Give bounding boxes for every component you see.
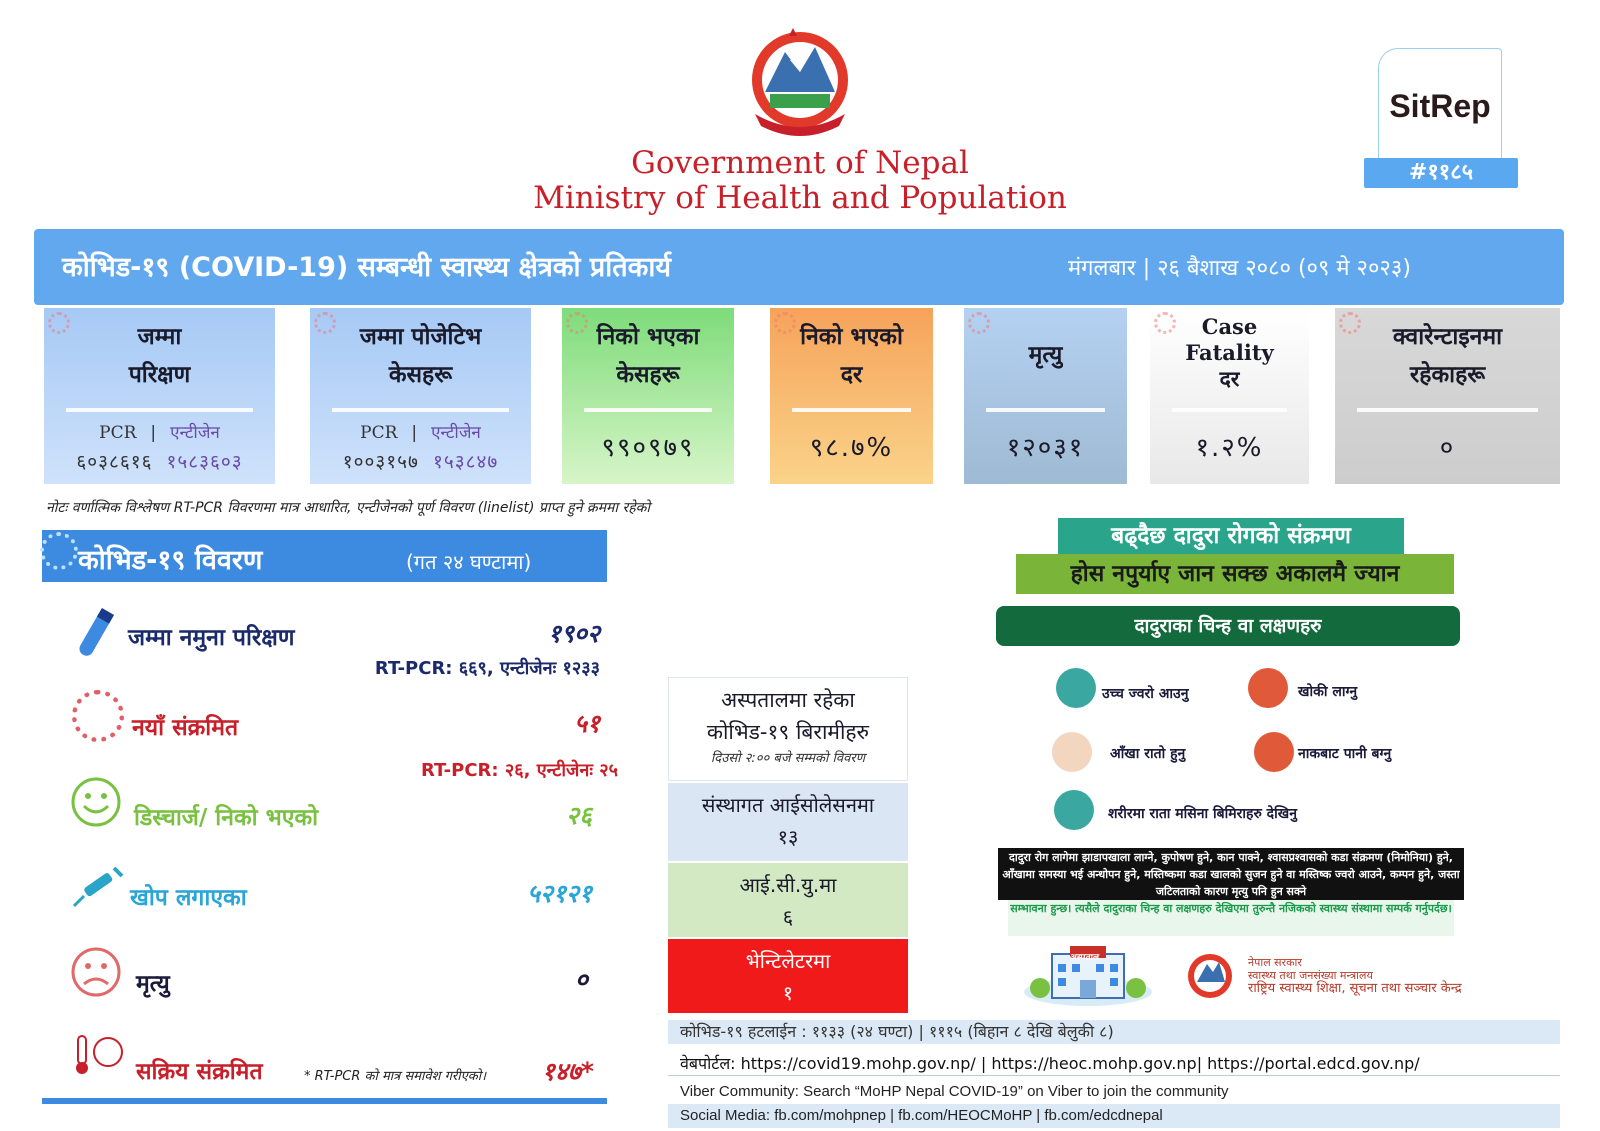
card-divider <box>1172 408 1287 412</box>
vaccinated-label: खोप लगाएका <box>130 885 247 911</box>
card-value: ९८.७% <box>809 433 894 463</box>
red-eye-icon <box>1052 732 1092 772</box>
card-recovered <box>562 308 734 484</box>
symptom-rash: शरीरमा राता मसिना बिमिराहरु देखिनु <box>1108 806 1297 822</box>
isolation-label: संस्थागत आईसोलेसनमा <box>701 793 875 817</box>
ventilator-label: भेन्टिलेटरमा <box>745 949 831 973</box>
card-value: १.२% <box>1195 433 1264 463</box>
card-title: Fatality <box>1185 340 1274 365</box>
measles-warning: होस नपुर्याए जान सक्छ अकालमै ज्यान <box>1016 554 1454 594</box>
ventilator-value: १ <box>782 981 794 1005</box>
card-divider <box>66 408 253 412</box>
card-title: जम्मा पोजेटिभ <box>359 324 482 350</box>
card-value: ० <box>1439 433 1456 463</box>
note-text: नोटः वर्णात्मिक विश्लेषण RT-PCR विवरणमा मात्र आधारित, एन्टीजेनको पूर्ण विवरण (linelist) प्राप्त हुने क्रममा रहेको <box>46 500 651 516</box>
hospital-subtitle: दिउसो २:०० बजे सम्मको विवरण <box>710 751 866 766</box>
virus-icon <box>566 312 588 334</box>
card-title: Case <box>1201 314 1258 339</box>
card-title: निको भएका <box>596 324 700 350</box>
detail-bottom-rule <box>42 1098 607 1104</box>
sitrep-number: #११८५ <box>1364 158 1518 188</box>
card-total-positive: जम्मा पोजेटिभ केसहरू PCR | एन्टीजेन १००३१५७ १५३८४७ <box>310 308 531 484</box>
discharge-value: २६ <box>565 801 592 830</box>
virus-icon <box>968 312 990 334</box>
test-tube-icon <box>70 604 122 664</box>
card-title: दर <box>840 362 863 388</box>
card-divider <box>584 408 712 412</box>
symptom-red-eyes: आँखा रातो हुनु <box>1110 746 1186 762</box>
smile-icon <box>70 776 122 828</box>
antigen-value: १५३८४७ <box>432 451 499 473</box>
measles-complications-text: दादुरा रोग लागेमा झाडापखाला लाग्ने, कुपोषण हुने, कान पाक्ने, श्वासप्रश्वासको कडा संक्रमण (निमोनिया) हुने, आँखामा समस्या भई अन्धोपन हुने, मस्तिष्कमा कडा खालको सुजन हुने वा मस्तिष्क ज्वरो आउने, कम्पन हुने, जस्ता जटिलताको कारण मृत्यु पनि हुन सक्ने <box>998 848 1464 900</box>
new-infected-label: नयाँ संक्रमित <box>132 715 239 741</box>
measles-headline: बढ्दैछ दादुरा रोगको संक्रमण <box>1058 518 1404 554</box>
nepal-emblem-logo <box>735 22 865 140</box>
card-divider <box>1357 408 1538 412</box>
card-title: केसहरू <box>616 362 680 388</box>
virus-icon <box>72 690 124 742</box>
virus-icon <box>1339 312 1361 334</box>
card-value: १२०३१ <box>1006 433 1085 463</box>
card-divider <box>792 408 911 412</box>
icu-value: ६ <box>782 905 794 929</box>
card-quarantine <box>1335 308 1560 484</box>
card-title: परिक्षण <box>128 362 191 388</box>
card-divider <box>986 408 1105 412</box>
pcr-label: PCR <box>360 423 398 443</box>
card-total-tests: जम्मा परिक्षण PCR | एन्टीजेन ६०३८६१६ १५८३६०३ <box>44 308 275 484</box>
virus-icon <box>314 312 336 334</box>
card-title: जम्मा <box>137 324 182 350</box>
card-case-fatality <box>1150 308 1309 484</box>
discharge-label: डिस्चार्ज/ निको भएको <box>134 805 319 831</box>
tests-value: १९०२ <box>547 619 600 648</box>
antigen-value: १५८३६०३ <box>166 451 243 473</box>
icu-box <box>668 863 908 937</box>
isolation-box <box>668 783 908 861</box>
rash-icon <box>1054 790 1094 830</box>
card-recovery-rate <box>770 308 933 484</box>
active-value: १४७* <box>541 1057 594 1086</box>
card-title: निको भएको <box>800 324 903 350</box>
virus-icon <box>1154 312 1176 334</box>
new-infected-value: ५१ <box>573 709 600 738</box>
active-label: सक्रिय संक्रमित <box>136 1059 263 1085</box>
card-value: ९९०९७९ <box>601 433 695 463</box>
nepal-emblem-small-logo <box>1183 950 1237 1002</box>
virus-icon <box>48 312 70 334</box>
antigen-label: एन्टीजेन <box>431 423 481 443</box>
sad-face-icon <box>70 946 122 998</box>
banner-title: कोभिड-१९ (COVID-19) सम्बन्धी स्वास्थ्य क्षेत्रको प्रतिकार्य <box>62 252 671 283</box>
ministry-title: Ministry of Health and Population <box>533 180 1067 216</box>
card-deaths <box>964 308 1127 484</box>
runny-nose-icon <box>1254 732 1294 772</box>
edcd-label <box>1248 956 1462 995</box>
detail-title: कोभिड-१९ विवरण <box>78 545 263 576</box>
virus-icon <box>40 532 78 570</box>
symptom-fever: उच्च ज्वरो आउनु <box>1102 686 1189 702</box>
pcr-label: PCR <box>99 423 137 443</box>
pcr-value: १००३१५७ <box>342 451 419 473</box>
death-value: ० <box>574 965 588 994</box>
card-title: मृत्यु <box>1028 342 1063 368</box>
cough-icon <box>1248 668 1288 708</box>
antigen-label: एन्टीजेन <box>170 423 220 443</box>
ventilator-box <box>668 939 908 1013</box>
hospital-title: कोभिड-१९ बिरामीहरु <box>706 720 870 744</box>
death-label: मृत्यु <box>136 971 170 997</box>
edcd-line: नेपाल सरकार <box>1248 956 1302 969</box>
hospital-title: अस्पतालमा रहेका <box>721 688 855 712</box>
edcd-line: राष्ट्रिय स्वास्थ्य शिक्षा, सूचना तथा सञ्चार केन्द्र <box>1248 981 1462 996</box>
hotline-row: कोभिड-१९ हटलाईन : ११३३ (२४ घण्टा) | १११५ (बिहान ८ देखि बेलुकी ८) <box>668 1020 1560 1044</box>
card-title: रहेकाहरू <box>1409 362 1486 388</box>
active-note: * RT-PCR को मात्र समावेश गरीएको। <box>304 1069 487 1084</box>
measles-advice-text: सम्भावना हुन्छ। त्यसैले दादुराका चिन्ह वा लक्षणहरु देखिएमा तुरुन्तै नजिकको स्वास्थ्य संस्थामा सम्पर्क गर्नुपर्दछ। <box>1008 900 1454 936</box>
new-infected-sub: RT-PCR: २६, एन्टीजेनः २५ <box>420 760 618 781</box>
viber-row: Viber Community: Search “MoHP Nepal COVID-19” on Viber to join the community <box>668 1080 1560 1104</box>
government-title: Government of Nepal <box>631 145 969 181</box>
tests-label: जम्मा नमुना परिक्षण <box>128 625 295 651</box>
sitrep-label: SitRep <box>1389 88 1491 124</box>
tests-sub: RT-PCR: ६६९, एन्टीजेनः १२३३ <box>374 658 600 679</box>
card-divider <box>332 408 509 412</box>
hospital-patients-box <box>668 677 908 781</box>
virus-icon <box>774 312 796 334</box>
fever-icon <box>1056 668 1096 708</box>
syringe-icon <box>70 862 126 912</box>
social-media-row[interactable]: Social Media: fb.com/mohpnep | fb.com/HEOCMoHP | fb.com/edcdnepal <box>668 1104 1560 1128</box>
icu-label: आई.सी.यु.मा <box>739 873 837 897</box>
pcr-value: ६०३८६१६ <box>76 451 153 473</box>
web-portal-row[interactable]: वेबपोर्टल: https://covid19.mohp.gov.np/ | https://heoc.mohp.gov.np| https://portal.edcd.gov.np/ <box>668 1052 1560 1076</box>
isolation-value: १३ <box>777 825 799 849</box>
measles-symptoms-title: दादुराका चिन्ह वा लक्षणहरु <box>996 606 1460 646</box>
detail-subtitle: (गत २४ घण्टामा) <box>406 550 532 574</box>
banner-date: मंगलबार | २६ बैशाख २०८० (०९ मे २०२३) <box>1068 256 1411 281</box>
symptom-runny-nose: नाकबाट पानी बग्नु <box>1298 746 1392 762</box>
card-title: दर <box>1219 366 1240 391</box>
thermometer-icon <box>72 1032 128 1076</box>
card-title: केसहरू <box>388 362 453 388</box>
edcd-line: स्वास्थ्य तथा जनसंख्या मन्त्रालय <box>1248 969 1373 982</box>
vaccinated-value: ५२१२१ <box>526 879 592 908</box>
hospital-sign: अस्पताल <box>1070 953 1100 963</box>
card-title: क्वारेन्टाइनमा <box>1392 324 1503 350</box>
symptom-cough: खोकी लाग्नु <box>1298 684 1358 700</box>
